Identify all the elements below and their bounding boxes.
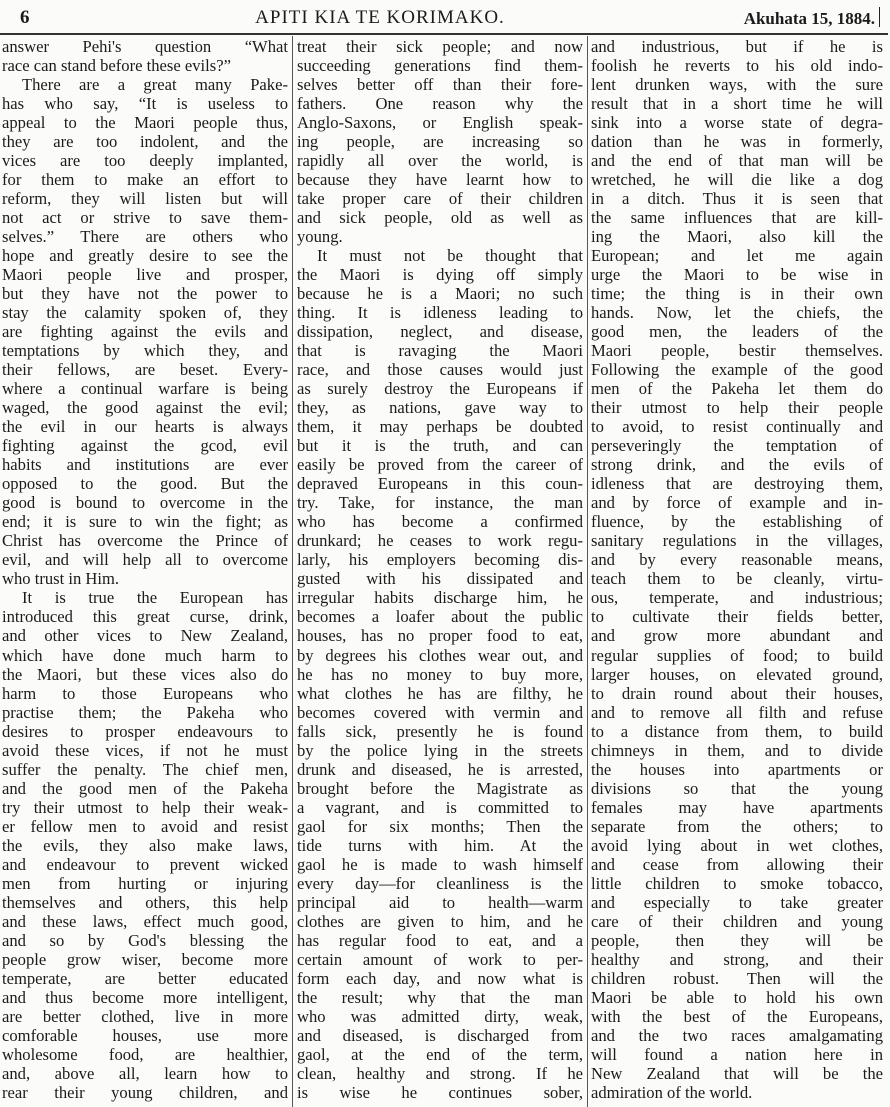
text-line: principal aid to health—warm <box>297 892 583 912</box>
text-line: sink into a worse state of degra- <box>591 113 883 133</box>
column-divider <box>587 36 588 1107</box>
text-line: hands. Now, let the chiefs, the <box>591 303 883 323</box>
text-line: their utmost to help their people <box>591 398 883 418</box>
text-line: to drain round about their houses, <box>591 683 883 703</box>
text-line: them, it may perhaps be doubted <box>297 417 583 437</box>
text-line: by the police lying in the streets <box>297 740 583 760</box>
text-line: tide turns with him. At the <box>297 835 583 855</box>
text-line: falls sick, presently he is found <box>297 721 583 741</box>
text-line: teach them to be cleanly, virtu- <box>591 569 883 589</box>
text-line: but they have not the power to <box>2 284 288 304</box>
text-line: that is ravaging the Maori <box>297 341 583 361</box>
text-line: larger houses, on elevated ground, <box>591 664 883 684</box>
text-line: the Maori, but these vices also do <box>2 664 288 684</box>
text-line: gusted with his dissipated and <box>297 569 583 589</box>
text-line: chimneys in them, and to divide <box>591 740 883 760</box>
newspaper-title: APITI KIA TE KORIMAKO. <box>255 7 505 28</box>
text-line: females may have apartments <box>591 797 883 817</box>
text-line: has who say, “It is useless to <box>2 94 288 114</box>
text-line: thing. It is idleness leading to <box>297 303 583 323</box>
text-line: the evil in our hearts is always <box>2 417 288 437</box>
text-line: Christ has overcome the Prince of <box>2 531 288 551</box>
text-line: rear their young children, and <box>2 1082 288 1102</box>
text-line: Maori people, bestir themselves. <box>591 341 883 361</box>
text-line: ing the Maori, also kill the <box>591 227 883 247</box>
text-line: habits and institutions are ever <box>2 455 288 475</box>
text-line: temperate, are better educated <box>2 968 288 988</box>
text-line: which have done much harm to <box>2 645 288 665</box>
text-line: larly, his employers becoming dis- <box>297 550 583 570</box>
text-line: dation than he was in formerly, <box>591 132 883 152</box>
text-line: healthy and strong, and their <box>591 949 883 969</box>
page-header <box>0 4 890 32</box>
text-line: the Maori is dying off simply <box>297 265 583 285</box>
text-line: perseveringly the temptation of <box>591 436 883 456</box>
text-line: take proper care of their children <box>297 189 583 209</box>
text-line: little children to smoke tobacco, <box>591 873 883 893</box>
text-line: and diseased, is discharged from <box>297 1025 583 1045</box>
text-line: separate from the others; to <box>591 816 883 836</box>
text-line: fighting against the gcod, evil <box>2 436 288 456</box>
text-column-2 <box>297 38 583 1102</box>
text-line: gaol he is made to wash himself <box>297 854 583 874</box>
text-line: selves better off than their fore- <box>297 75 583 95</box>
text-line: There are a great many Pake- <box>22 75 288 95</box>
text-line: and sick people, old as well as <box>297 208 583 228</box>
text-line: themselves and others, this help <box>2 892 288 912</box>
text-line: is wise he continues sober, <box>297 1082 583 1102</box>
page-number: 6 <box>20 7 30 28</box>
text-line: because he is a Maori; no such <box>297 284 583 304</box>
text-line: their fellows, are beset. Every- <box>2 360 288 380</box>
text-line: suffer the penalty. The chief men, <box>2 759 288 779</box>
text-line: evil, and will help all to overcome <box>2 550 288 570</box>
text-line: as surely destroy the Europeans if <box>297 379 583 399</box>
text-column-1 <box>2 38 288 1102</box>
text-line: race, and those causes would just <box>297 360 583 380</box>
text-line: temptations by which they, and <box>2 341 288 361</box>
text-line: for them to make an effort to <box>2 170 288 190</box>
text-line: gaol for six months; Then the <box>297 816 583 836</box>
text-line: stay the calamity spoken of, they <box>2 303 288 323</box>
text-line: not act or strive to save them- <box>2 208 288 228</box>
text-line: It must not be thought that <box>317 246 583 266</box>
text-line: the houses into apartments or <box>591 759 883 779</box>
text-line: children robust. Then will the <box>591 968 883 988</box>
text-line: and grow more abundant and <box>591 626 883 646</box>
text-line: will found a nation here in <box>591 1044 883 1064</box>
text-line: ing people, are increasing so <box>297 132 583 152</box>
text-line: with the best of the Europeans, <box>591 1006 883 1026</box>
text-line: what clothes he has are filthy, he <box>297 683 583 703</box>
text-line: end; it is sure to win the fight; as <box>2 512 288 532</box>
text-line: Following the example of the good <box>591 360 883 380</box>
text-line: waged, the good against the evil; <box>2 398 288 418</box>
text-line: succeeding generations find them- <box>297 56 583 76</box>
text-line: to avoid, to resist continually and <box>591 417 883 437</box>
text-line: good men, the leaders of the <box>591 322 883 342</box>
text-line: clothes are given to him, and he <box>297 911 583 931</box>
text-line: Anglo-Saxons, or English speak- <box>297 113 583 133</box>
text-line: lent drunken ways, with the sure <box>591 75 883 95</box>
text-line: er fellow men to avoid and resist <box>2 816 288 836</box>
text-line: who trust in Him. <box>2 569 120 589</box>
text-line: the same influences that are kill- <box>591 208 883 228</box>
column-divider <box>292 36 293 1107</box>
text-line: hope and greatly desire to see the <box>2 246 288 266</box>
text-line: young. <box>297 227 343 247</box>
text-line: houses, has no proper food to eat, <box>297 626 583 646</box>
text-line: and other vices to New Zealand, <box>2 626 288 646</box>
text-line: and cease from allowing their <box>591 854 883 874</box>
text-line: he has no money to buy more, <box>297 664 583 684</box>
text-line: who was admitted dirty, weak, <box>297 1006 583 1026</box>
text-line: irregular habits discharge him, he <box>297 588 583 608</box>
issue-date: Akuhata 15, 1884. <box>744 7 880 29</box>
text-line: race can stand before these evils?” <box>2 56 231 76</box>
text-line: and industrious, but if he is <box>591 37 883 56</box>
text-line: introduced this great curse, drink, <box>2 607 288 627</box>
text-line: a vagrant, and is committed to <box>297 797 583 817</box>
text-line: and the two races amalgamating <box>591 1025 883 1045</box>
text-line: and by every reasonable means, <box>591 550 883 570</box>
text-line: and the good men of the Pakeha <box>2 778 288 798</box>
text-line: Maori people live and prosper, <box>2 265 288 285</box>
text-line: rapidly all over the world, is <box>297 151 583 171</box>
text-line: men of the Pakeha let them do <box>591 379 883 399</box>
text-line: every day—for cleanliness is the <box>297 873 583 893</box>
text-line: Maori be able to hold his own <box>591 987 883 1007</box>
text-line: certain amount of work to per- <box>297 949 583 969</box>
text-line: people grow wiser, become more <box>2 949 288 969</box>
text-line: dissipation, neglect, and disease, <box>297 322 583 342</box>
text-line: becomes a loafer about the public <box>297 607 583 627</box>
text-line: wholesome food, are healthier, <box>2 1044 288 1064</box>
text-line: has regular food to eat, and a <box>297 930 583 950</box>
text-line: divisions so that the young <box>591 778 883 798</box>
text-line: and, above all, learn how to <box>2 1063 288 1083</box>
text-line: who has become a confirmed <box>297 512 583 532</box>
text-line: the evils, they also make laws, <box>2 835 288 855</box>
text-line: practise them; the Pakeha who <box>2 702 288 722</box>
text-line: strong drink, and the evils of <box>591 455 883 475</box>
text-line: clean, healthy and strong. If he <box>297 1063 583 1083</box>
text-line: men from hurting or injuring <box>2 873 288 893</box>
text-line: desires to prosper endeavours to <box>2 721 288 741</box>
text-line: foolish he reverts to his old indo- <box>591 56 883 76</box>
text-line: idleness that are destroying them, <box>591 474 883 494</box>
text-line: fathers. One reason why the <box>297 94 583 114</box>
text-line: and so by God's blessing the <box>2 930 288 950</box>
text-line: vices are too deeply implanted, <box>2 151 288 171</box>
text-line: regular supplies of food; to build <box>591 645 883 665</box>
text-line: answer Pehi's question “What <box>2 37 288 56</box>
text-line: harm to those Europeans who <box>2 683 288 703</box>
text-line: and to remove all filth and refuse <box>591 702 883 722</box>
text-line: and by force of example and in- <box>591 493 883 513</box>
text-line: avoid lying about in wet clothes, <box>591 835 883 855</box>
text-column-3 <box>591 38 883 1102</box>
text-line: and thus become more intelligent, <box>2 987 288 1007</box>
header-rule <box>0 33 888 35</box>
text-line: form each day, and now what is <box>297 968 583 988</box>
text-line: It is true the European has <box>22 588 288 608</box>
text-line: are fighting against the evils and <box>2 322 288 342</box>
text-line: care of their children and young <box>591 911 883 931</box>
text-line: and the end of that man will be <box>591 151 883 171</box>
text-line: good is bound to overcome in the <box>2 493 288 513</box>
text-line: urge the Maori to be wise in <box>591 265 883 285</box>
text-line: easily be proved from the career of <box>297 455 583 475</box>
text-line: fluence, by the establishing of <box>591 512 883 532</box>
text-line: admiration of the world. <box>591 1082 753 1102</box>
text-line: because they have learnt how to <box>297 170 583 190</box>
text-line: European; and let me again <box>591 246 883 266</box>
text-line: to a distance from them, to build <box>591 721 883 741</box>
text-line: comforable houses, use more <box>2 1025 288 1045</box>
text-line: avoid these vices, if not he must <box>2 740 288 760</box>
text-line: New Zealand that will be the <box>591 1063 883 1083</box>
text-line: result that in a short time he will <box>591 94 883 114</box>
text-line: and especially to take greater <box>591 892 883 912</box>
text-line: time; the thing is in their own <box>591 284 883 304</box>
text-line: try. Take, for instance, the man <box>297 493 583 513</box>
text-line: and endeavour to prevent wicked <box>2 854 288 874</box>
text-line: brought before the Magistrate as <box>297 778 583 798</box>
text-line: drunkard; he ceases to work regu- <box>297 531 583 551</box>
text-line: treat their sick people; and now <box>297 37 583 56</box>
text-line: by degrees his clothes wear out, and <box>297 645 583 665</box>
text-line: they, as nations, gave way to <box>297 398 583 418</box>
text-line: try their utmost to help their weak- <box>2 797 288 817</box>
text-line: sanitary regulations in the villages, <box>591 531 883 551</box>
text-line: reform, they will listen but will <box>2 189 288 209</box>
text-line: ous, temperate, and industrious; <box>591 588 883 608</box>
text-line: wretched, he will die like a dog <box>591 170 883 190</box>
text-line: but it is the truth, and can <box>297 436 583 456</box>
text-line: drunk and diseased, he is arrested, <box>297 759 583 779</box>
text-line: where a continual warfare is being <box>2 379 288 399</box>
text-line: are better clothed, live in more <box>2 1006 288 1026</box>
text-line: to cultivate their fields better, <box>591 607 883 627</box>
text-line: opposed to the good. But the <box>2 474 288 494</box>
text-line: selves.” There are others who <box>2 227 288 247</box>
text-line: people, then they will be <box>591 930 883 950</box>
text-line: in a ditch. Thus it is seen that <box>591 189 883 209</box>
text-line: appeal to the Maori people thus, <box>2 113 288 133</box>
text-line: the result; why that the man <box>297 987 583 1007</box>
text-line: depraved Europeans in this coun- <box>297 474 583 494</box>
text-line: becomes covered with vermin and <box>297 702 583 722</box>
text-line: gaol, at the end of the term, <box>297 1044 583 1064</box>
text-line: they are too indolent, and the <box>2 132 288 152</box>
text-line: and these laws, effect much good, <box>2 911 288 931</box>
